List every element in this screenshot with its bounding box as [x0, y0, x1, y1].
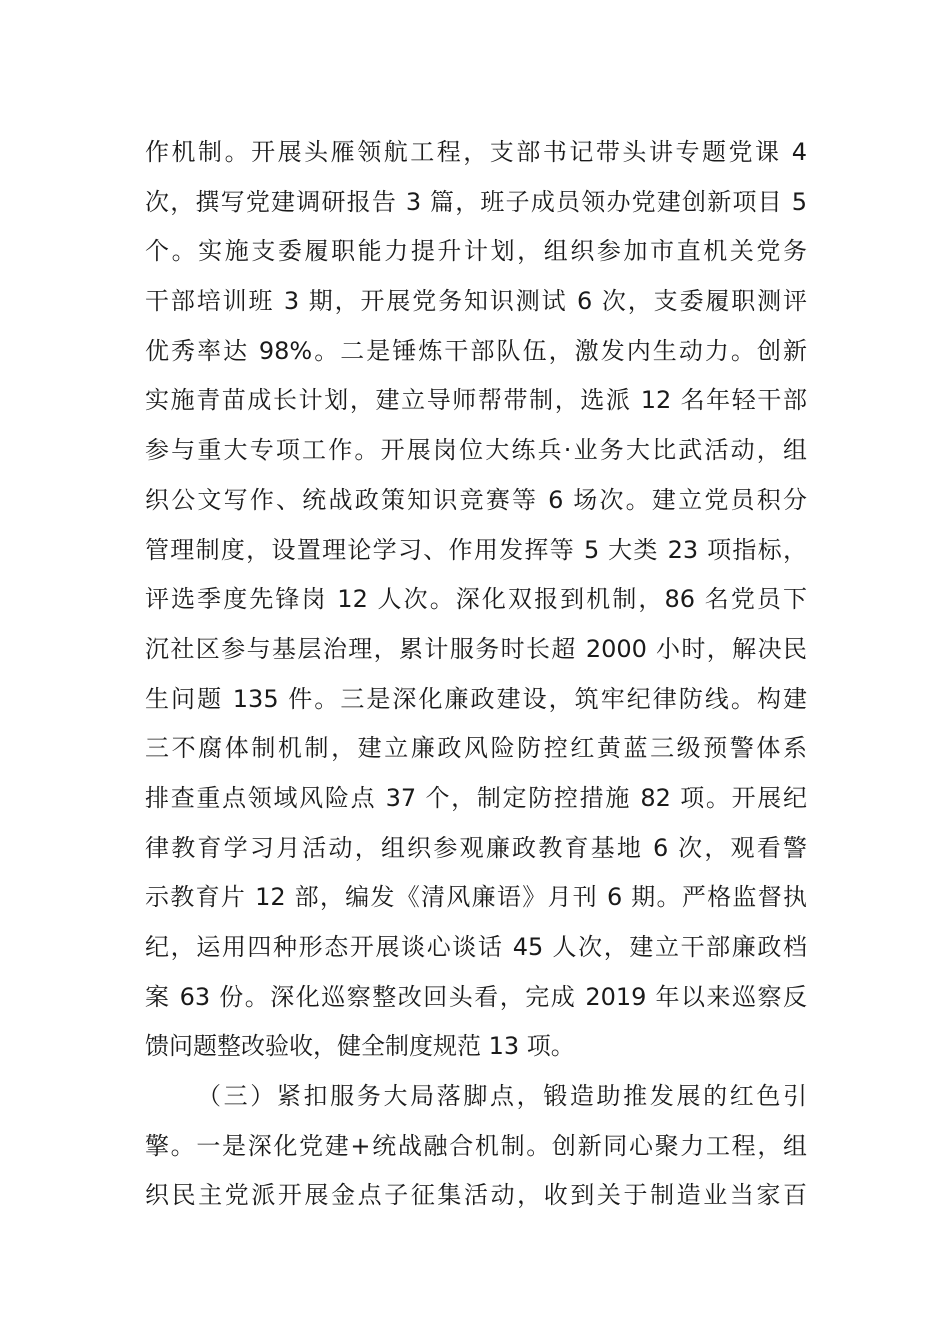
text-line: 实施青苗成长计划，建立导师帮带制，选派 12 名年轻干部: [145, 386, 807, 415]
text-line: 案 63 份。深化巡察整改回头看，完成 2019 年以来巡察反: [145, 982, 807, 1011]
text-line: 馈问题整改验收，健全制度规范 13 项。: [145, 1032, 575, 1061]
document-body: [145, 128, 807, 1221]
text-line: 沉社区参与基层治理，累计服务时长超 2000 小时，解决民: [145, 634, 807, 663]
text-line: 律教育学习月活动，组织参观廉政教育基地 6 次，观看警: [145, 833, 807, 862]
text-line: 织民主党派开展金点子征集活动，收到关于制造业当家百: [145, 1181, 807, 1210]
text-line: 个。实施支委履职能力提升计划，组织参加市直机关党务: [145, 237, 807, 266]
text-line: 作机制。开展头雁领航工程，支部书记带头讲专题党课 4: [145, 138, 807, 166]
text-line: 优秀率达 98%。二是锤炼干部队伍，激发内生动力。创新: [145, 336, 807, 365]
text-line: 评选季度先锋岗 12 人次。深化双报到机制，86 名党员下: [145, 585, 807, 614]
text-line: 三不腐体制机制，建立廉政风险防控红黄蓝三级预警体系: [145, 734, 807, 763]
text-line: 管理制度，设置理论学习、作用发挥等 5 大类 23 项指标，: [145, 535, 807, 564]
text-line: 织公文写作、统战政策知识竞赛等 6 场次。建立党员积分: [145, 485, 807, 514]
section-heading-line: （三）紧扣服务大局落脚点，锻造助推发展的红色引: [197, 1082, 807, 1111]
text-line: 示教育片 12 部，编发《清风廉语》月刊 6 期。严格监督执: [145, 883, 807, 912]
text-line: 纪，运用四种形态开展谈心谈话 45 人次，建立干部廉政档: [145, 933, 807, 961]
text-line: 次，撰写党建调研报告 3 篇，班子成员领办党建创新项目 5: [145, 187, 807, 216]
text-line: 生问题 135 件。三是深化廉政建设，筑牢纪律防线。构建: [145, 684, 807, 713]
text-line: 参与重大专项工作。开展岗位大练兵·业务大比武活动，组: [145, 436, 807, 465]
text-line: 擎。一是深化党建+统战融合机制。创新同心聚力工程，组: [145, 1131, 807, 1160]
text-line: 排查重点领域风险点 37 个，制定防控措施 82 项。开展纪: [145, 783, 807, 812]
text-line: 干部培训班 3 期，开展党务知识测试 6 次，支委履职测评: [145, 287, 807, 316]
